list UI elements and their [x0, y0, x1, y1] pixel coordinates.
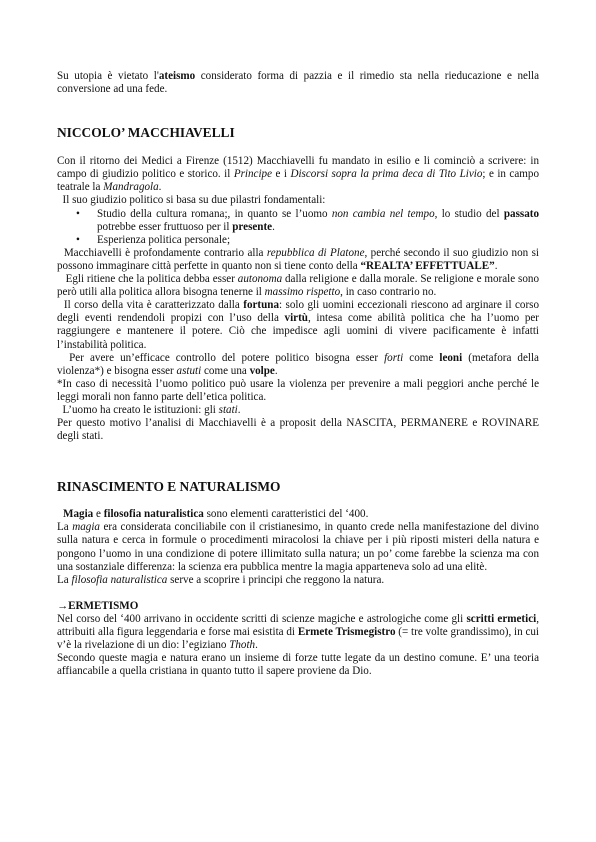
italic-term: Mandragola — [103, 181, 159, 194]
text: e — [93, 508, 104, 521]
intro-paragraph — [57, 70, 539, 96]
bold-term: filosofia naturalistica — [103, 508, 204, 521]
text: . — [255, 639, 258, 652]
text: L’uomo ha creato le istituzioni: gli — [57, 403, 219, 416]
text: , in caso contrario no. — [340, 286, 437, 299]
text: La — [57, 573, 72, 586]
text: (metafora della violenza*) e bisogna esser — [57, 351, 542, 377]
text: era considerata conciliabile con il cristianesimo, in quanto crede nella manifestazione del divino sulla natura e cerca in formule o procedimenti miracolosi la chiave per i più riposti misteri della natura e pongono l’uomo in una condizione di potere illimitato sulla natura; un po’ come farebbe la scienza ma con una sostanziale differenza: la scienza era pubblica mentre la magia apparteneva solo ad una elitè. — [57, 521, 539, 573]
bold-term: presente — [232, 220, 273, 233]
paragraph — [57, 351, 542, 378]
bullet-list — [57, 208, 539, 247]
italic-term: Principe — [233, 168, 273, 181]
bold-term: fortuna — [243, 299, 279, 312]
text: Su utopia è vietato l' — [57, 70, 159, 82]
text: . — [158, 181, 162, 194]
text: La — [57, 521, 73, 534]
italic-term: Thoth — [229, 639, 256, 652]
text: Con il ritorno dei Medici a Firenze (1512) Macchiavelli fu mandato in esilio e li cominciò a scrivere: in campo di giudizio politico e storico. il — [57, 155, 539, 181]
paragraph — [57, 574, 539, 587]
text: come una — [201, 364, 250, 377]
paragraph — [57, 521, 539, 573]
text: Studio della cultura romana;, in quanto se l’uomo — [97, 207, 332, 220]
footnote-paragraph: *In caso di necessità l’uomo politico può usare la violenza per prevenire a mali peggiori anche perché le leggi morali non fanno parte dell’etica politica. — [57, 377, 539, 403]
text: , attribuiti alla figura leggendaria e forse mai esistita di — [57, 612, 539, 638]
subheading-ermetismo — [57, 600, 539, 613]
text: Esperienza politica personale; — [97, 233, 231, 246]
italic-term: non cambia nel tempo — [331, 207, 435, 220]
text: Nel corso del ‘400 arrivano in occidente scritti di scienze magiche e astrologiche come gli — [57, 612, 467, 625]
text: ; e in campo teatrale la — [57, 168, 540, 194]
text: (= tre volte grandissimo), in cui v’è la rivelazione di un dio: l’egiziano — [57, 626, 540, 652]
text: Egli ritiene che la politica debba esser — [57, 273, 238, 286]
document-page — [57, 70, 542, 678]
paragraph: Secondo queste magia e natura erano un insieme di forze tutte legate da un destino comune. E’ una teoria affiancabile a quella cristiana in quanto tutto il sapere proviene da Dio. — [57, 652, 539, 678]
text: come — [403, 351, 440, 364]
italic-term: stati — [218, 403, 238, 416]
subheading-text: ERMETISMO — [68, 599, 139, 612]
spacer — [57, 587, 539, 600]
text: , lo studio del — [434, 207, 504, 220]
text: considerato forma di pazzia e il rimedio sta nella rieducazione e nella conversione ad una fede. — [57, 70, 540, 96]
bold-term: leoni — [439, 351, 463, 364]
italic-term: astuti — [176, 364, 202, 377]
paragraph — [57, 299, 542, 351]
arrow-right-icon: → — [57, 599, 69, 612]
text: , perché secondo il suo giudizio non si possono immaginare città perfette in quanto non si tiene conto della — [57, 246, 542, 272]
paragraph — [57, 404, 539, 417]
paragraph — [57, 613, 539, 652]
section-heading-rinascimento: RINASCIMENTO E NATURALISMO — [57, 479, 281, 495]
bold-term: volpe — [249, 364, 275, 377]
text: : solo gli uomini eccezionali riescono ad arginare il corso degli eventi rendendoli propizi con l’uso della — [57, 299, 542, 325]
bullet-icon: • — [76, 233, 80, 246]
text: . — [237, 403, 241, 416]
text: , intesa come abilità politica che ha l’uomo per raggiungere e mantenere il potere. Ciò che impedisce agli uomini di vivere pacificamente è infatti l’instabilità politica. — [57, 312, 542, 351]
bold-term: Ermete Trismegistro — [297, 626, 396, 638]
text: Per avere un’efficace controllo del potere politico bisogna esser — [57, 351, 385, 364]
bold-term: virtù — [284, 312, 308, 325]
text: . — [494, 259, 498, 272]
paragraph — [57, 246, 542, 273]
text: serve a scoprire i principi che reggono la natura. — [167, 573, 385, 586]
bold-term: “REALTA’ EFFETTUALE” — [360, 259, 495, 272]
bold-term: passato — [503, 207, 539, 220]
bold-term: ateismo — [158, 70, 196, 82]
text: . — [272, 220, 275, 233]
paragraph — [57, 508, 539, 521]
bold-term: scritti ermetici — [466, 612, 537, 625]
italic-term: Discorsi sopra la prima deca di Tito Livio — [290, 168, 483, 181]
list-item — [76, 207, 539, 234]
italic-term: massimo rispetto — [264, 286, 341, 299]
paragraph — [57, 273, 542, 299]
list-item — [76, 233, 539, 247]
text: Macchiavelli è profondamente contrario alla — [57, 246, 267, 259]
text: Il corso della vita è caratterizzato dalla — [57, 299, 244, 312]
paragraph: Per questo motivo l’analisi di Macchiavelli è a proposit della NASCITA, PERMANERE e ROVINARE degli stati. — [57, 417, 539, 443]
text: dalla religione e dalla morale. Se religione e morale sono però utili alla politica allora bisogna tenerne il — [57, 273, 542, 299]
text: e i — [272, 168, 291, 181]
italic-term: autonoma — [237, 273, 283, 286]
text: potrebbe esser fruttuoso per il — [97, 220, 233, 233]
italic-term: repubblica di Platone — [266, 246, 365, 259]
text: . — [274, 364, 278, 377]
paragraph: Il suo giudizio politico si basa su due pilastri fondamentali: — [57, 194, 326, 207]
text: sono elementi caratteristici del ‘400. — [203, 508, 369, 521]
italic-term: magia — [72, 521, 100, 534]
bullet-icon: • — [76, 207, 80, 220]
paragraph — [57, 155, 539, 194]
italic-term: filosofia naturalistica — [71, 573, 168, 586]
bold-term: Magia — [63, 508, 94, 521]
section-heading-macchiavelli: NICCOLO’ MACCHIAVELLI — [57, 125, 235, 141]
italic-term: forti — [384, 351, 404, 364]
